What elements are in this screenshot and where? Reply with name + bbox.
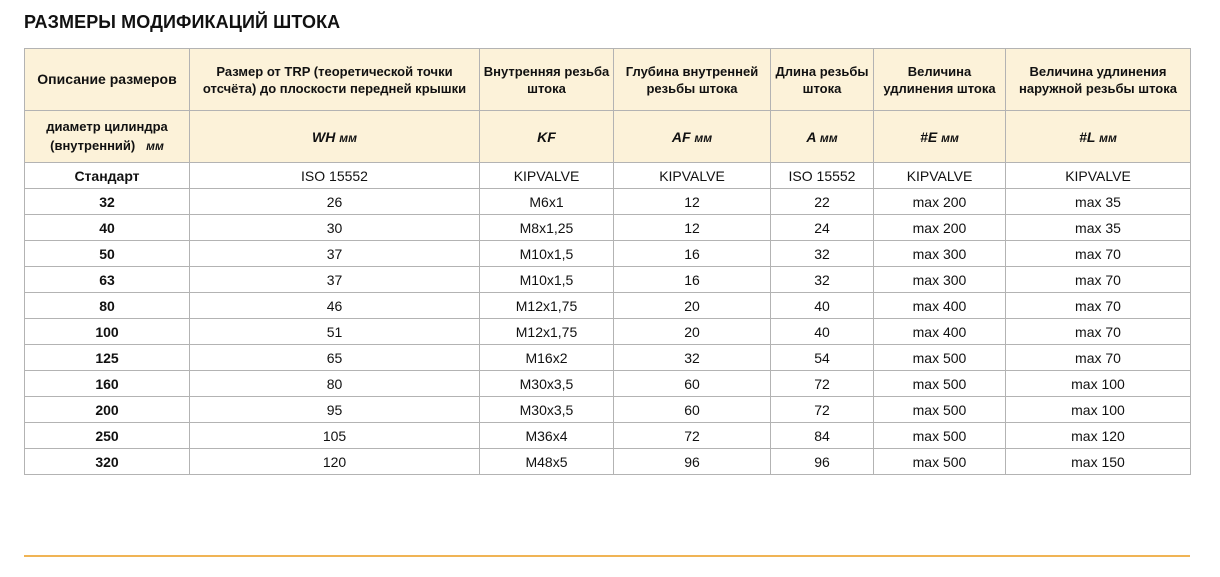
header-symbol <box>480 111 614 163</box>
cylinder-diameter-cell: 125 <box>25 345 190 371</box>
table-cell-e: max 400 <box>874 319 1006 345</box>
cylinder-diameter-cell: 50 <box>25 241 190 267</box>
table-cell-a: 24 <box>771 215 874 241</box>
symbol-code: AF <box>671 128 691 145</box>
header-description: Глубина внутренней резьбы штока <box>614 49 771 111</box>
cylinder-diameter-cell: 40 <box>25 215 190 241</box>
table-cell-kf: M10x1,5 <box>480 241 614 267</box>
table-cell-a: 84 <box>771 423 874 449</box>
table-cell-l: KIPVALVE <box>1006 163 1191 189</box>
table-cell-af: 32 <box>614 345 771 371</box>
table-cell-kf: M30x3,5 <box>480 397 614 423</box>
cylinder-diameter-cell: 63 <box>25 267 190 293</box>
table-row <box>25 189 1191 215</box>
header-symbol <box>25 111 190 163</box>
table-cell-wh: 105 <box>190 423 480 449</box>
header-symbol <box>874 111 1006 163</box>
table-cell-af: 12 <box>614 189 771 215</box>
symbol-unit: мм <box>819 130 838 145</box>
table-row <box>25 163 1191 189</box>
table-cell-wh: 46 <box>190 293 480 319</box>
table-cell-wh: 65 <box>190 345 480 371</box>
table-cell-af: 12 <box>614 215 771 241</box>
table-cell-wh: 30 <box>190 215 480 241</box>
table-cell-af: 16 <box>614 267 771 293</box>
table-cell-l: max 70 <box>1006 345 1191 371</box>
header-description: Внутренняя резьба штока <box>480 49 614 111</box>
table-cell-l: max 35 <box>1006 189 1191 215</box>
symbol-unit: мм <box>1099 130 1117 145</box>
table-cell-l: max 35 <box>1006 215 1191 241</box>
symbol-unit: мм <box>941 130 959 145</box>
table-row <box>25 371 1191 397</box>
table-row <box>25 241 1191 267</box>
table-cell-a: 72 <box>771 371 874 397</box>
table-cell-l: max 70 <box>1006 293 1191 319</box>
symbol-unit: мм <box>146 139 164 153</box>
header-description: Длина резьбы штока <box>771 49 874 111</box>
table-cell-a: 40 <box>771 293 874 319</box>
table-cell-kf: M16x2 <box>480 345 614 371</box>
table-cell-a: 40 <box>771 319 874 345</box>
table-cell-a: 54 <box>771 345 874 371</box>
table-cell-e: max 400 <box>874 293 1006 319</box>
cylinder-diameter-cell: 160 <box>25 371 190 397</box>
table-cell-af: 72 <box>614 423 771 449</box>
symbol-code: диаметр цилиндра (внутренний) <box>46 119 168 153</box>
table-cell-wh: 95 <box>190 397 480 423</box>
table-cell-kf: M12x1,75 <box>480 319 614 345</box>
table-cell-e: max 300 <box>874 267 1006 293</box>
table-cell-wh: 80 <box>190 371 480 397</box>
table-cell-e: max 200 <box>874 189 1006 215</box>
table-cell-a: ISO 15552 <box>771 163 874 189</box>
header-symbol <box>190 111 480 163</box>
table-cell-wh: 120 <box>190 449 480 475</box>
symbol-unit: мм <box>339 130 357 145</box>
cylinder-diameter-cell: 32 <box>25 189 190 215</box>
table-cell-a: 96 <box>771 449 874 475</box>
table-row <box>25 215 1191 241</box>
table-cell-e: max 200 <box>874 215 1006 241</box>
table-row <box>25 293 1191 319</box>
cylinder-diameter-cell: 200 <box>25 397 190 423</box>
cylinder-diameter-cell: 250 <box>25 423 190 449</box>
table-row <box>25 423 1191 449</box>
table-cell-e: max 500 <box>874 397 1006 423</box>
table-cell-kf: M36x4 <box>480 423 614 449</box>
table-cell-a: 72 <box>771 397 874 423</box>
table-cell-l: max 100 <box>1006 397 1191 423</box>
header-description: Размер от TRP (теоретической точки отсчёта) до плоскости передней крышки <box>190 49 480 111</box>
header-description: Величина удлинения штока <box>874 49 1006 111</box>
table-cell-a: 32 <box>771 267 874 293</box>
table-cell-kf: M6x1 <box>480 189 614 215</box>
header-description-row <box>25 49 1191 111</box>
table-cell-af: 60 <box>614 397 771 423</box>
table-cell-kf: M30x3,5 <box>480 371 614 397</box>
table-cell-wh: 37 <box>190 267 480 293</box>
table-cell-af: 20 <box>614 319 771 345</box>
table-cell-a: 22 <box>771 189 874 215</box>
symbol-code: WH <box>312 128 336 145</box>
table-row <box>25 319 1191 345</box>
symbol-code: #L <box>1079 128 1096 145</box>
symbol-unit: мм <box>694 130 713 145</box>
table-cell-wh: 51 <box>190 319 480 345</box>
symbol-code: A <box>806 128 816 145</box>
table-cell-af: 20 <box>614 293 771 319</box>
header-symbol <box>614 111 771 163</box>
table-cell-af: 96 <box>614 449 771 475</box>
table-cell-kf: M48x5 <box>480 449 614 475</box>
table-cell-e: max 500 <box>874 371 1006 397</box>
header-symbol <box>771 111 874 163</box>
header-description: Величина удлинения наружной резьбы штока <box>1006 49 1191 111</box>
table-cell-l: max 70 <box>1006 267 1191 293</box>
cylinder-diameter-cell: Стандарт <box>25 163 190 189</box>
table-cell-af: KIPVALVE <box>614 163 771 189</box>
table-cell-e: max 500 <box>874 345 1006 371</box>
table-cell-kf: KIPVALVE <box>480 163 614 189</box>
header-description: Описание размеров <box>25 49 190 111</box>
table-cell-a: 32 <box>771 241 874 267</box>
table-body <box>25 163 1191 475</box>
table-cell-wh: 37 <box>190 241 480 267</box>
table-row <box>25 449 1191 475</box>
table-cell-kf: M12x1,75 <box>480 293 614 319</box>
table-cell-l: max 70 <box>1006 241 1191 267</box>
table-cell-l: max 70 <box>1006 319 1191 345</box>
table-cell-kf: M10x1,5 <box>480 267 614 293</box>
table-cell-wh: 26 <box>190 189 480 215</box>
table-cell-e: max 500 <box>874 423 1006 449</box>
table-cell-kf: M8x1,25 <box>480 215 614 241</box>
table-cell-wh: ISO 15552 <box>190 163 480 189</box>
table-cell-af: 60 <box>614 371 771 397</box>
header-symbol-row <box>25 111 1191 163</box>
table-cell-af: 16 <box>614 241 771 267</box>
symbol-code: #E <box>920 128 938 145</box>
table-row <box>25 345 1191 371</box>
table-cell-e: max 300 <box>874 241 1006 267</box>
table-cell-e: max 500 <box>874 449 1006 475</box>
table-cell-e: KIPVALVE <box>874 163 1006 189</box>
table-row <box>25 267 1191 293</box>
table-cell-l: max 120 <box>1006 423 1191 449</box>
table-cell-l: max 150 <box>1006 449 1191 475</box>
page-title: РАЗМЕРЫ МОДИФИКАЦИЙ ШТОКА <box>24 12 341 32</box>
symbol-code: KF <box>537 128 556 145</box>
footer-divider <box>24 555 1190 557</box>
table-row <box>25 397 1191 423</box>
cylinder-diameter-cell: 80 <box>25 293 190 319</box>
cylinder-diameter-cell: 320 <box>25 449 190 475</box>
cylinder-diameter-cell: 100 <box>25 319 190 345</box>
header-symbol <box>1006 111 1191 163</box>
table-cell-l: max 100 <box>1006 371 1191 397</box>
rod-dimensions-table <box>24 48 1191 475</box>
